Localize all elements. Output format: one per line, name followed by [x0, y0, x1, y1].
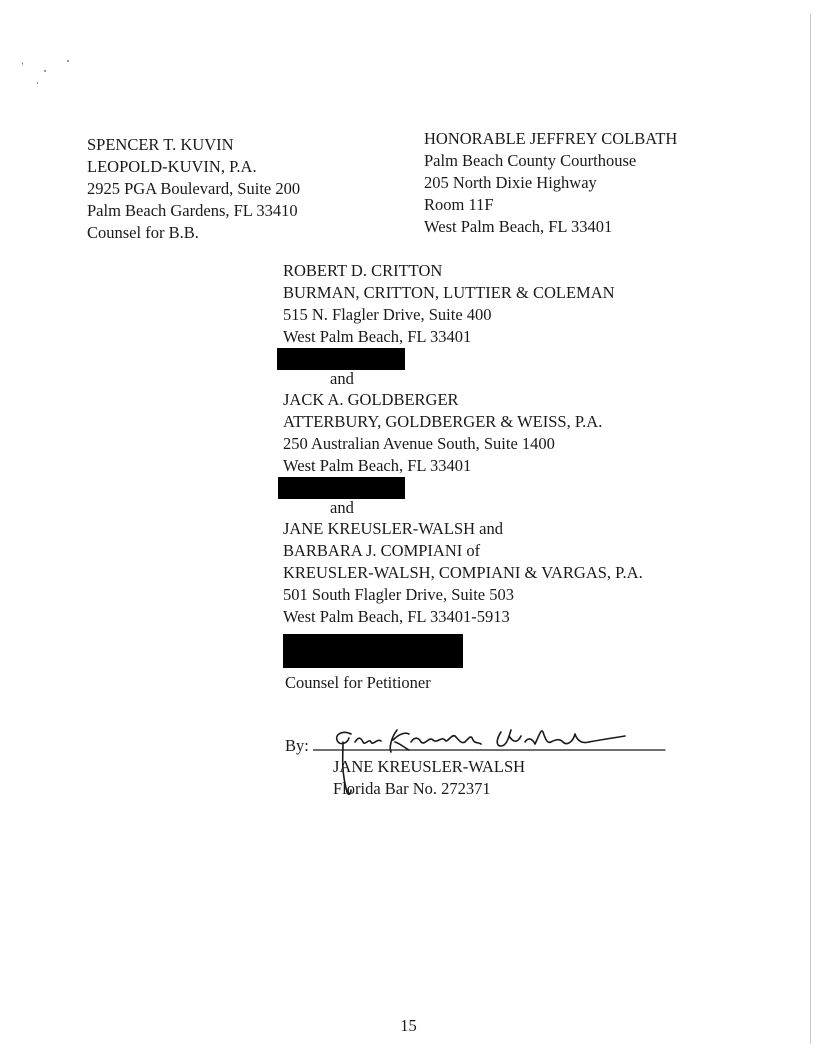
scan-speck [22, 62, 23, 65]
address-line: 501 South Flagler Drive, Suite 503 [283, 585, 514, 604]
signatory-name: JANE KREUSLER-WALSH [333, 757, 526, 776]
left-party-block [87, 134, 300, 244]
address-line: West Palm Beach, FL 33401 [283, 456, 472, 475]
address-line: KREUSLER-WALSH, COMPIANI & VARGAS, P.A. [283, 563, 643, 582]
redaction-bar [283, 634, 463, 668]
counsel-block-critton [283, 260, 615, 348]
connector-text: and [330, 498, 354, 517]
redaction-bar [278, 477, 405, 499]
address-line: JANE KREUSLER-WALSH and [283, 519, 503, 538]
counsel-block-goldberger [283, 389, 602, 477]
address-line: 515 N. Flagler Drive, Suite 400 [283, 305, 492, 324]
address-line: BARBARA J. COMPIANI of [283, 541, 481, 560]
address-line: Palm Beach County Courthouse [424, 151, 637, 170]
address-line: ROBERT D. CRITTON [283, 261, 443, 280]
address-line: Room 11F [424, 195, 494, 214]
page-edge-line [810, 14, 811, 1044]
address-line: LEOPOLD-KUVIN, P.A. [87, 157, 257, 176]
by-label: By: [285, 736, 309, 755]
scan-speck [44, 70, 46, 72]
counsel-block-kreusler-walsh [283, 518, 643, 628]
signatory-block [333, 756, 525, 800]
connector-and [330, 368, 354, 390]
address-line: Counsel for B.B. [87, 223, 199, 242]
address-line: HONORABLE JEFFREY COLBATH [424, 129, 678, 148]
address-line: West Palm Beach, FL 33401 [424, 217, 613, 236]
connector-and [330, 497, 354, 519]
address-line: Palm Beach Gardens, FL 33410 [87, 201, 298, 220]
redaction-bar [277, 348, 405, 370]
address-line: ATTERBURY, GOLDBERGER & WEISS, P.A. [283, 412, 603, 431]
page-number: 15 [400, 1016, 417, 1035]
right-party-block [424, 128, 677, 238]
scan-speck [67, 60, 69, 62]
address-line: SPENCER T. KUVIN [87, 135, 234, 154]
address-line: BURMAN, CRITTON, LUTTIER & COLEMAN [283, 283, 615, 302]
address-line: West Palm Beach, FL 33401 [283, 327, 472, 346]
address-line: JACK A. GOLDBERGER [283, 390, 459, 409]
connector-text: and [330, 369, 354, 388]
address-line: 2925 PGA Boulevard, Suite 200 [87, 179, 301, 198]
address-line: 250 Australian Avenue South, Suite 1400 [283, 434, 555, 453]
counsel-role [285, 672, 431, 694]
scan-speck [37, 82, 38, 84]
address-line: West Palm Beach, FL 33401-5913 [283, 607, 510, 626]
bar-number: Florida Bar No. 272371 [333, 779, 491, 798]
address-line: 205 North Dixie Highway [424, 173, 597, 192]
counsel-role-text: Counsel for Petitioner [285, 673, 431, 692]
